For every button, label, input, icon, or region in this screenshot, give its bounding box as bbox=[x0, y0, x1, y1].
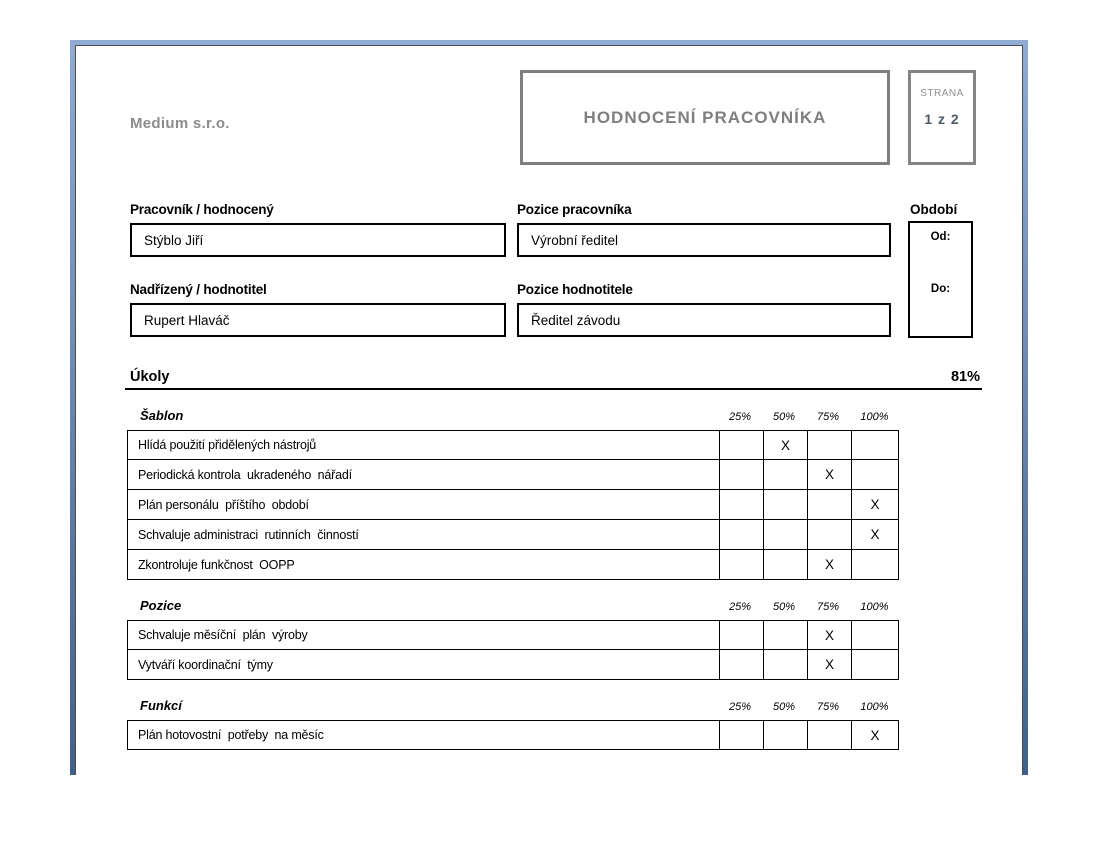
task-label: Schvaluje administraci rutinních činností bbox=[138, 527, 359, 542]
mark-cell[interactable] bbox=[719, 490, 763, 519]
task-label: Plán personálu příštího období bbox=[138, 497, 309, 512]
task-row bbox=[127, 460, 899, 490]
mark-cell[interactable]: X bbox=[851, 520, 898, 549]
percent-column-header: 50% bbox=[772, 701, 796, 713]
mark-cell[interactable] bbox=[719, 621, 763, 649]
mark-cell[interactable] bbox=[763, 490, 807, 519]
task-label: Plán hotovostní potřeby na měsíc bbox=[138, 728, 324, 742]
tasks-score: 81% bbox=[950, 369, 980, 385]
mark-cell[interactable]: X bbox=[807, 621, 851, 649]
percent-column-header: 100% bbox=[860, 701, 889, 713]
task-row bbox=[127, 490, 899, 520]
page-border-right bbox=[1023, 40, 1028, 775]
percent-column-header: 100% bbox=[860, 411, 889, 423]
tasks-section-header bbox=[125, 364, 982, 390]
mark-cell[interactable] bbox=[763, 621, 807, 649]
page-number-box bbox=[908, 70, 976, 165]
mark-cell[interactable] bbox=[719, 431, 763, 459]
percent-column-header: 25% bbox=[728, 411, 752, 423]
task-group-header bbox=[127, 396, 899, 430]
page-number-value: 1 z 2 bbox=[924, 111, 960, 127]
mark-cell[interactable] bbox=[763, 721, 807, 749]
mark-cell[interactable] bbox=[851, 621, 898, 649]
evaluator-position-field[interactable]: Ředitel závodu bbox=[517, 303, 891, 337]
supervisor-label: Nadřízený / hodnotitel bbox=[130, 282, 267, 297]
mark-cell[interactable] bbox=[851, 550, 898, 579]
mark-cell[interactable]: X bbox=[807, 460, 851, 489]
page-number-label: STRANA bbox=[920, 88, 964, 99]
task-label: Vytváří koordinační týmy bbox=[138, 657, 273, 672]
percent-column-header: 75% bbox=[816, 601, 840, 613]
mark-cell[interactable]: X bbox=[807, 650, 851, 679]
mark-cell[interactable] bbox=[851, 431, 898, 459]
mark-cell[interactable] bbox=[719, 520, 763, 549]
period-to-label: Do: bbox=[930, 283, 951, 295]
task-label: Zkontroluje funkčnost OOPP bbox=[138, 557, 295, 572]
mark-cell[interactable] bbox=[763, 550, 807, 579]
mark-cell[interactable] bbox=[807, 520, 851, 549]
mark-cell[interactable] bbox=[807, 490, 851, 519]
task-row bbox=[127, 430, 899, 460]
percent-column-header: 50% bbox=[772, 601, 796, 613]
task-group-name: Funkcí bbox=[140, 698, 182, 713]
mark-cell[interactable] bbox=[719, 650, 763, 679]
tasks-groups bbox=[127, 396, 899, 750]
mark-cell[interactable]: X bbox=[851, 490, 898, 519]
mark-cell[interactable] bbox=[763, 460, 807, 489]
percent-column-header: 100% bbox=[860, 601, 889, 613]
mark-cell[interactable]: X bbox=[763, 431, 807, 459]
supervisor-field[interactable]: Rupert Hlaváč bbox=[130, 303, 506, 337]
task-label: Periodická kontrola ukradeného nářadí bbox=[138, 467, 352, 482]
task-row bbox=[127, 650, 899, 680]
mark-cell[interactable] bbox=[807, 721, 851, 749]
worker-field[interactable]: Stýblo Jiří bbox=[130, 223, 506, 257]
evaluator-position-label: Pozice hodnotitele bbox=[517, 282, 633, 297]
company-name: Medium s.r.o. bbox=[130, 115, 230, 132]
task-group-name: Pozice bbox=[140, 598, 182, 613]
period-label: Období bbox=[910, 202, 958, 217]
worker-label: Pracovník / hodnocený bbox=[130, 202, 274, 217]
mark-cell[interactable] bbox=[719, 550, 763, 579]
mark-cell[interactable] bbox=[851, 650, 898, 679]
period-from-label: Od: bbox=[930, 231, 951, 243]
mark-cell[interactable] bbox=[851, 460, 898, 489]
task-label: Hlídá použití přidělených nástrojů bbox=[138, 438, 317, 452]
task-group bbox=[127, 680, 899, 750]
percent-column-header: 25% bbox=[728, 701, 752, 713]
period-box[interactable] bbox=[908, 221, 973, 338]
mark-cell[interactable]: X bbox=[851, 721, 898, 749]
percent-column-header: 75% bbox=[816, 701, 840, 713]
task-row bbox=[127, 520, 899, 550]
task-row bbox=[127, 550, 899, 580]
task-label: Schvaluje měsíční plán výroby bbox=[138, 628, 308, 642]
worker-position-label: Pozice pracovníka bbox=[517, 202, 632, 217]
document-title: HODNOCENÍ PRACOVNÍKA bbox=[583, 107, 827, 127]
worker-position-field[interactable]: Výrobní ředitel bbox=[517, 223, 891, 257]
task-group-name: Šablon bbox=[140, 408, 184, 423]
task-group bbox=[127, 396, 899, 580]
document-title-box bbox=[520, 70, 890, 165]
percent-column-header: 75% bbox=[816, 411, 840, 423]
mark-cell[interactable] bbox=[719, 460, 763, 489]
mark-cell[interactable] bbox=[719, 721, 763, 749]
percent-column-header: 25% bbox=[728, 601, 752, 613]
percent-column-header: 50% bbox=[772, 411, 796, 423]
tasks-section-title: Úkoly bbox=[130, 369, 170, 385]
task-group-header bbox=[127, 580, 899, 620]
task-group bbox=[127, 580, 899, 680]
task-row bbox=[127, 620, 899, 650]
mark-cell[interactable] bbox=[807, 431, 851, 459]
mark-cell[interactable]: X bbox=[807, 550, 851, 579]
mark-cell[interactable] bbox=[763, 650, 807, 679]
mark-cell[interactable] bbox=[763, 520, 807, 549]
task-group-header bbox=[127, 680, 899, 720]
task-row bbox=[127, 720, 899, 750]
